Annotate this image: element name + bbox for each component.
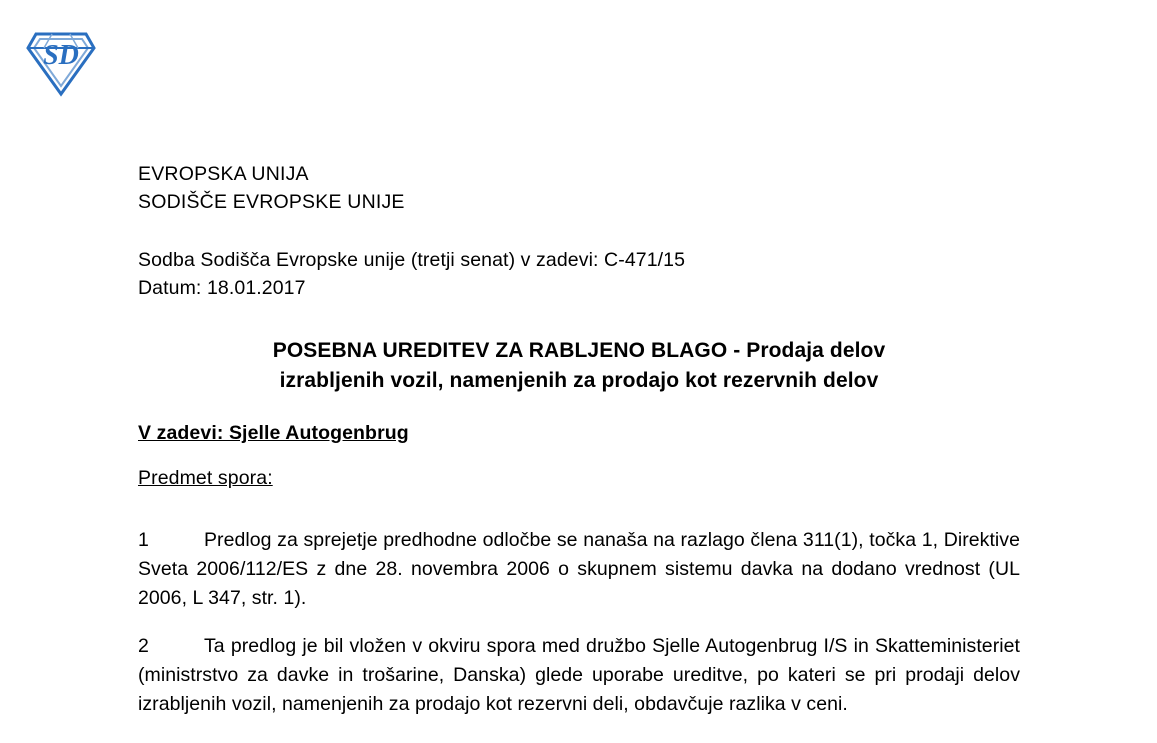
- organization-line-1: EVROPSKA UNIJA: [138, 163, 309, 185]
- organization-line-2: SODIŠČE EVROPSKE UNIJE: [138, 191, 405, 213]
- spacer: [138, 302, 1020, 336]
- paragraph-number: 1: [138, 528, 149, 551]
- spacer: [138, 445, 1020, 467]
- date-line: Datum: 18.01.2017: [138, 277, 306, 299]
- party-line: V zadevi: Sjelle Autogenbrug: [138, 422, 409, 444]
- paragraph-number: 2: [138, 635, 149, 657]
- case-reference-line: Sodba Sodišča Evropske unije (tretji senat) v zadevi: C-471/15: [138, 249, 686, 271]
- spacer: [138, 216, 1020, 246]
- paragraph-1: [138, 526, 1020, 613]
- subject-label: Predmet spora:: [138, 467, 273, 489]
- page-title-line-2: izrabljenih vozil, namenjenih za prodajo kot rezervnih delov: [279, 369, 879, 392]
- sd-diamond-logo: [22, 24, 100, 102]
- paragraph-text: Ta predlog je bil vložen v okviru spora med družbo Sjelle Autogenbrug I/S in Skatteministeriet (ministrstvo za davke in trošarine, Danska) glede uporabe ureditve, po kateri se pri prodaji delov izrabljenih vozil, namenjenih za prodajo kot rezervni deli, obdavčuje razlika v ceni.: [138, 635, 1020, 715]
- paragraph-2: [138, 632, 1020, 719]
- spacer: [138, 490, 1020, 506]
- document-body: [138, 160, 1020, 733]
- page-title-line-1: POSEBNA UREDITEV ZA RABLJENO BLAGO - Prodaja delov: [272, 339, 886, 362]
- spacer: [138, 396, 1020, 422]
- svg-text:SD: SD: [43, 40, 79, 71]
- paragraph-text: Predlog za sprejetje predhodne odločbe se nanaša na razlago člena 311(1), točka 1, Direktive Sveta 2006/112/ES z dne 28. novembra 2006 o skupnem sistemu davka na dodano vrednost (UL 2006, L 347, str. 1).: [138, 528, 1020, 609]
- page-title: [138, 336, 1020, 396]
